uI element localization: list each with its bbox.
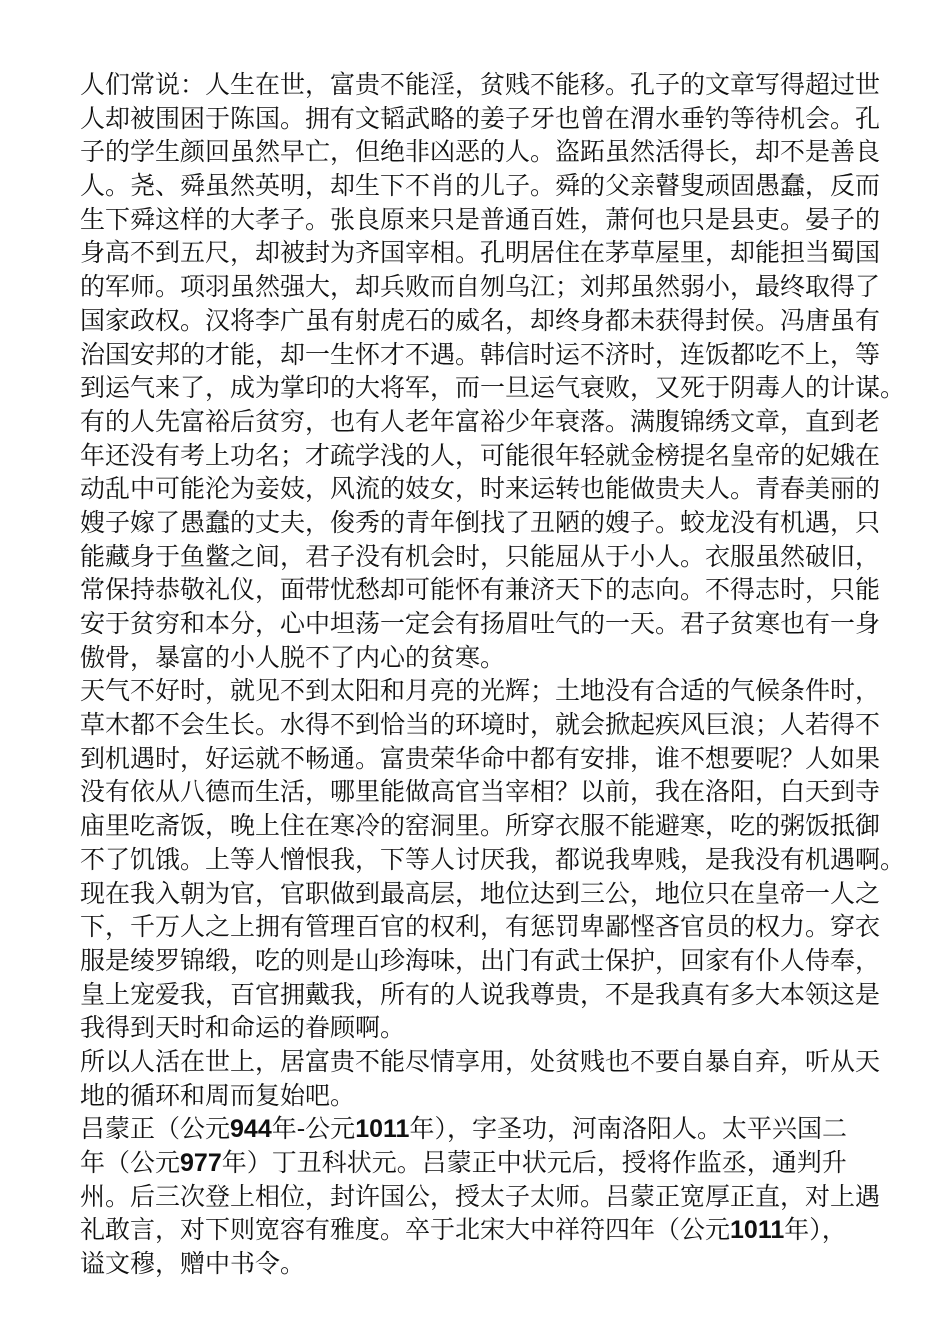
document-body — [80, 68, 906, 1281]
text-line: 动乱中可能沦为妾妓，风流的妓女，时来运转也能做贵夫人。青春美丽的 — [80, 474, 881, 504]
text-line: 子的学生颜回虽然早亡，但绝非凶恶的人。盗跖虽然活得长，却不是善良 — [80, 137, 881, 167]
text-line: 常保持恭敬礼仪，面带忧愁却可能怀有兼济天下的志向。不得志时，只能 — [80, 575, 881, 605]
year-number: 1011 — [355, 1115, 410, 1144]
text-line: 州。后三次登上相位，封许国公，授太子太师。吕蒙正宽厚正直，对上遇 — [80, 1181, 881, 1211]
text-line: 嫂子嫁了愚蠢的丈夫，俊秀的青年倒找了丑陋的嫂子。蛟龙没有机遇，只 — [80, 507, 881, 537]
text-line: 有的人先富裕后贫穷，也有人老年富裕少年衰落。满腹锦绣文章，直到老 — [80, 406, 881, 436]
paragraph-4-biography — [80, 1112, 880, 1280]
year-number: 944 — [230, 1115, 272, 1144]
text-line: 我得到天时和命运的眷顾啊。 — [80, 1013, 406, 1043]
text-line: 天气不好时，就见不到太阳和月亮的光辉；土地没有合适的气候条件时， — [80, 676, 881, 706]
text-line: 不了饥饿。上等人憎恨我，下等人讨厌我，都说我卑贱，是我没有机遇啊。 — [80, 844, 906, 874]
text-line: 能藏身于鱼鳖之间，君子没有机会时，只能屈从于小人。衣服虽然破旧， — [80, 541, 881, 571]
text-line: 没有依从八德而生活，哪里能做高官当宰相？以前，我在洛阳，白天到寺 — [80, 777, 881, 807]
text-line: 皇上宠爱我，百官拥戴我，所有的人说我尊贵，不是我真有多大本领这是 — [80, 979, 881, 1009]
paragraph-3 — [80, 1045, 880, 1112]
text-line: 人却被围困于陈国。拥有文韬武略的姜子牙也曾在渭水垂钓等待机会。孔 — [80, 103, 881, 133]
text-line: 草木都不会生长。水得不到恰当的环境时，就会掀起疾风巨浪；人若得不 — [80, 710, 881, 740]
text-line: 安于贫穷和本分，心中坦荡一定会有扬眉吐气的一天。君子贫寒也有一身 — [80, 609, 881, 638]
text-line: 庙里吃斋饭，晚上住在寒冷的窑洞里。所穿衣服不能避寒，吃的粥饭抵御 — [80, 811, 881, 841]
text-line: 谥文穆，赠中书令。 — [80, 1249, 306, 1279]
text-line: 治国安邦的才能，却一生怀才不遇。韩信时运不济时，连饭都吃不上，等 — [80, 339, 881, 369]
text-line: 傲骨，暴富的小人脱不了内心的贫寒。 — [80, 642, 506, 672]
text-line: 年还没有考上功名；才疏学浅的人，可能很年轻就金榜提名皇帝的妃娥在 — [80, 440, 881, 470]
year-number: 977 — [180, 1149, 222, 1177]
text-line: 生下舜这样的大孝子。张良原来只是普通百姓，萧何也只是县吏。晏子的 — [80, 204, 881, 234]
paragraph-2 — [80, 674, 906, 1045]
text-line: 的军师。项羽虽然强大，却兵败而自刎乌江；刘邦虽然弱小，最终取得了 — [80, 272, 881, 302]
text-line: 下，千万人之上拥有管理百官的权利，有惩罚卑鄙悭吝官员的权力。穿衣 — [80, 912, 881, 942]
text-line: 国家政权。汉将李广虽有射虎石的威名，却终身都未获得封侯。冯唐虽有 — [80, 305, 881, 335]
year-number: 1011 — [730, 1216, 785, 1245]
paragraph-1 — [80, 68, 906, 674]
text-line: 到运气来了，成为掌印的大将军，而一旦运气衰败，又死于阴毒人的计谋。 — [80, 373, 906, 403]
text-line: 所以人活在世上，居富贵不能尽情享用，处贫贱也不要自暴自弃，听从天 — [80, 1046, 881, 1076]
text-line: 现在我入朝为官，官职做到最高层，地位达到三公，地位只在皇帝一人之 — [80, 878, 881, 908]
text-line: 人。尧、舜虽然英明，却生下不肖的儿子。舜的父亲瞽叟顽固愚蠢，反而 — [80, 171, 881, 201]
text-line: 人们常说：人生在世，富贵不能淫，贫贱不能移。孔子的文章写得超过世 — [80, 70, 881, 99]
text-line: 地的循环和周而复始吧。 — [80, 1080, 356, 1110]
text-line: 礼敢言，对下则宽容有雅度。卒于北宋大中祥符四年（公元1011年）， — [80, 1215, 847, 1245]
text-line: 到机遇时，好运就不畅通。富贵荣华命中都有安排，谁不想要呢？人如果 — [80, 743, 881, 773]
text-line: 年（公元977年）丁丑科状元。吕蒙正中状元后，授将作监丞，通判升 — [80, 1148, 847, 1177]
text-line: 服是绫罗锦缎，吃的则是山珍海味，出门有武士保护，回家有仆人侍奉， — [80, 945, 881, 975]
text-line: 身高不到五尺，却被封为齐国宰相。孔明居住在茅草屋里，却能担当蜀国 — [80, 238, 881, 268]
text-line: 吕蒙正（公元944年-公元1011年），字圣功，河南洛阳人。太平兴国二 — [80, 1114, 847, 1144]
